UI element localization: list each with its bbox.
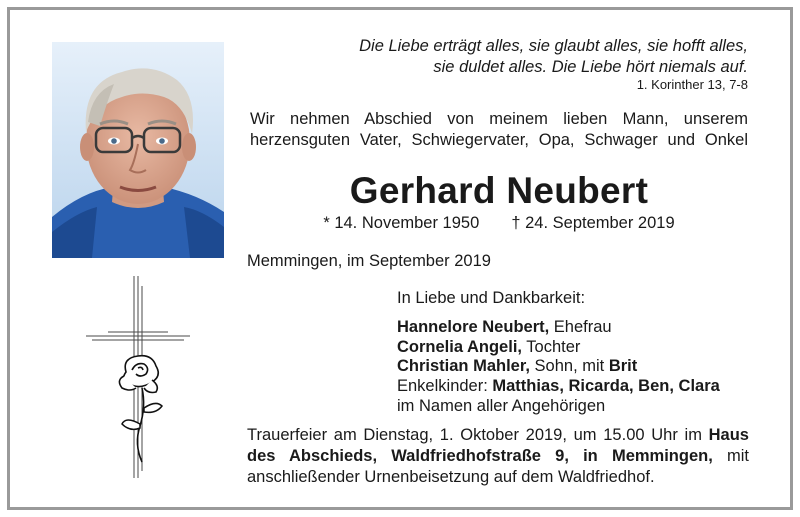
family-member	[397, 318, 749, 338]
member-relation: Sohn, mit	[529, 357, 609, 376]
family-section	[397, 289, 749, 417]
member-name: Hannelore Neubert,	[397, 317, 550, 336]
member-partner: Brit	[608, 357, 638, 376]
verse-reference: 1. Korinther 13, 7-8	[636, 77, 748, 92]
life-dates	[250, 214, 748, 233]
intro-text	[250, 109, 748, 151]
place-date: Memmingen, im September 2019	[247, 252, 491, 270]
cross-rose-icon	[86, 276, 190, 478]
verse-line: Die Liebe erträgt alles, sie glaubt alles, sie hofft alles,	[359, 37, 748, 55]
service-line	[247, 425, 749, 446]
member-relation: Tochter	[522, 337, 581, 356]
service-info	[247, 425, 749, 488]
grandchildren	[397, 377, 749, 397]
service-line	[247, 446, 749, 467]
deceased-name: Gerhard Neubert	[349, 170, 649, 211]
service-venue: des Abschieds, Waldfriedhofstraße 9, in Memmingen,	[247, 447, 713, 465]
grandchildren-label: Enkelkinder:	[397, 377, 493, 396]
family-heading: In Liebe und Dankbarkeit:	[397, 289, 586, 307]
intro-line: herzensguten Vater, Schwiegervater, Opa, Schwager und Onkel	[250, 131, 748, 149]
member-relation: Ehefrau	[549, 317, 612, 336]
verse-line: sie duldet alles. Die Liebe hört niemals auf.	[433, 58, 748, 76]
service-line: anschließender Urnenbeisetzung auf dem Waldfriedhof.	[247, 468, 655, 486]
death-date: † 24. September 2019	[511, 214, 675, 232]
bible-verse	[250, 36, 748, 78]
member-name: Cornelia Angeli,	[397, 337, 522, 356]
member-name: Christian Mahler,	[397, 357, 530, 376]
service-text: mit	[712, 447, 749, 465]
portrait-photo	[52, 42, 224, 258]
birth-date: * 14. November 1950	[323, 214, 480, 232]
family-member	[397, 338, 749, 358]
grandchildren-names: Matthias, Ricarda, Ben, Clara	[492, 377, 720, 396]
family-member	[397, 357, 749, 377]
family-closing: im Namen aller Angehörigen	[397, 396, 606, 415]
service-venue: Haus	[708, 426, 749, 444]
service-text: Trauerfeier am Dienstag, 1. Oktober 2019, um 15.00 Uhr im	[247, 426, 709, 444]
intro-line: Wir nehmen Abschied von meinem lieben Mann, unserem	[250, 110, 748, 128]
